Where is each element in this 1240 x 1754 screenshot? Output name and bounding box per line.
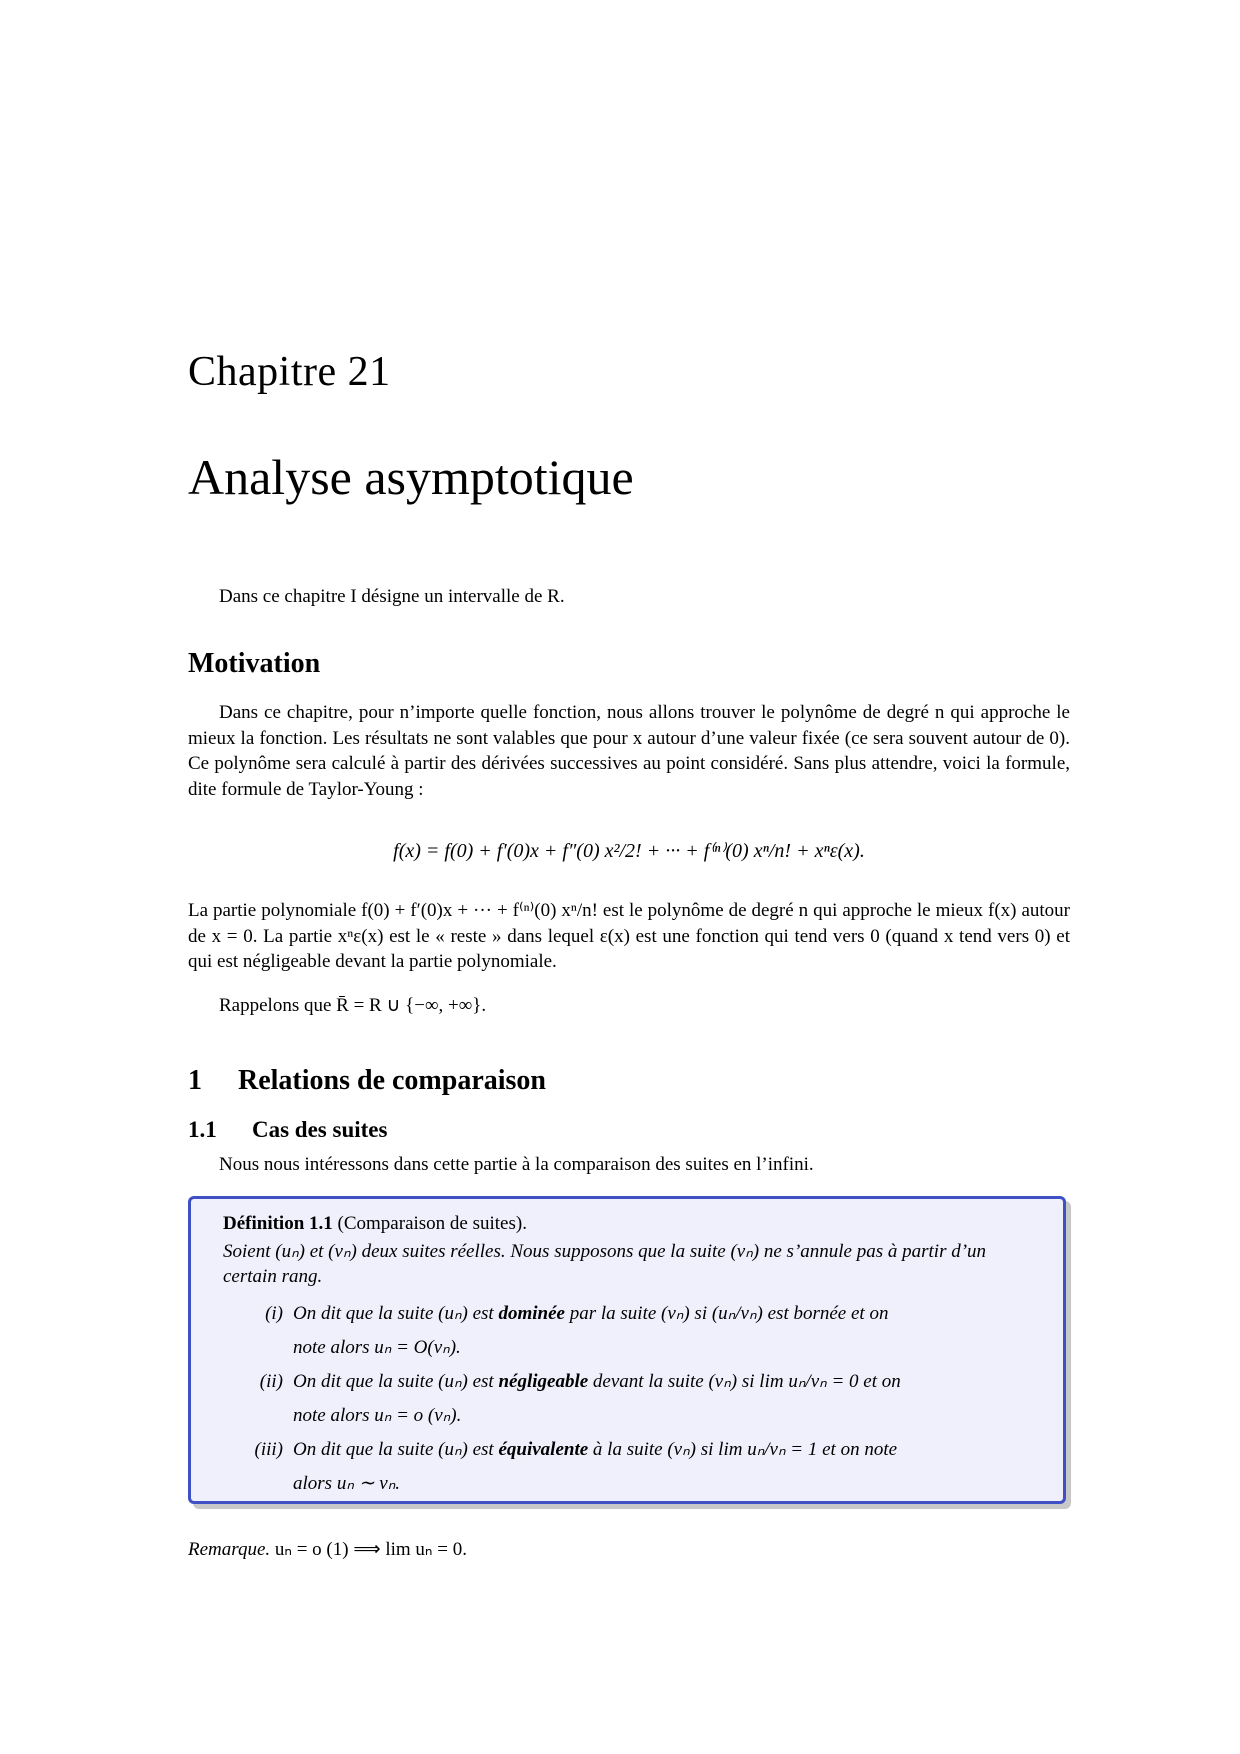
definition-item-ii [223,1365,1043,1433]
subsection-intro [188,1152,1070,1178]
remark-text: uₙ = o (1) ⟹ lim uₙ = 0. [274,1539,467,1560]
definition-item-iii [223,1433,1043,1501]
item-label: (iii) [254,1439,283,1460]
item-text: On dit que la suite (uₙ) est [293,1371,499,1392]
definition-box [188,1196,1066,1504]
item-text: à la suite (vₙ) si lim uₙ/vₙ = 1 et on note [588,1439,898,1460]
subsection-intro-text: Nous nous intéressons dans cette partie à la comparaison des suites en l’infini. [219,1154,814,1175]
motivation-heading: Motivation [188,648,321,679]
remark-label: Remarque. [188,1539,271,1560]
subsection-number: 1.1 [188,1117,217,1142]
section-number: 1 [188,1065,202,1096]
item-text: On dit que la suite (uₙ) est [293,1303,499,1324]
recall-text: Rappelons que R̄ = R ∪ {−∞, +∞}. [219,995,487,1016]
item-label: (ii) [259,1371,283,1392]
document-page [188,0,1070,1754]
chapter-number: Chapitre 21 [188,349,391,395]
subsection-heading [188,1117,387,1143]
item-keyword: dominée [498,1303,565,1324]
item-line2: alors uₙ ∼ vₙ. [293,1473,401,1494]
item-line2: note alors uₙ = o (vₙ). [293,1405,462,1426]
taylor-young-formula: f(x) = f(0) + f′(0)x + f″(0) x²/2! + ··· + f⁽ⁿ⁾(0) xⁿ/n! + xⁿε(x). [393,840,865,862]
definition-name: (Comparaison de suites). [337,1213,527,1234]
recall-paragraph [188,993,1070,1019]
definition-header [223,1213,527,1235]
polynomial-part-paragraph: La partie polynomiale f(0) + f′(0)x + ··· + f⁽ⁿ⁾(0) xⁿ/n! est le polynôme de degré n qui approche le mieux f(x) autour de x = 0. La partie xⁿε(x) est le « reste » dans lequel ε(x) est une fonction qui tend vers 0 (quand x tend vers 0) et qui est négligeable devant la partie polynomiale. [188,900,1070,972]
definition-label: Définition 1.1 [223,1213,333,1234]
item-label: (i) [265,1303,283,1324]
definition-item-i [223,1297,1043,1365]
remark [188,1538,467,1561]
item-line2: note alors uₙ = O(vₙ). [293,1337,461,1358]
item-text: devant la suite (vₙ) si lim uₙ/vₙ = 0 et on [588,1371,901,1392]
item-text: On dit que la suite (uₙ) est [293,1439,499,1460]
motivation-paragraph [188,700,1070,802]
subsection-title: Cas des suites [252,1117,388,1142]
item-keyword: équivalente [498,1439,589,1460]
section-title: Relations de comparaison [238,1065,546,1096]
chapter-title: Analyse asymptotique [188,449,634,505]
definition-body: Soient (uₙ) et (vₙ) deux suites réelles. Nous supposons que la suite (vₙ) ne s’annule pas à partir d’un certain rang. [223,1241,987,1287]
item-text: par la suite (vₙ) si (uₙ/vₙ) est bornée et on [564,1303,889,1324]
section-heading [188,1065,546,1097]
motivation-text: Dans ce chapitre, pour n’importe quelle fonction, nous allons trouver le polynôme de degré n qui approche le mieux la fonction. Les résultats ne sont valables que pour x autour d’une valeur fixée (ce sera souvent autour de 0). Ce polynôme sera calculé à partir des dérivées successives au point considéré. Sans plus attendre, voici la formule, dite formule de Taylor-Young : [188,702,1070,800]
item-keyword: négligeable [498,1371,589,1392]
chapter-intro: Dans ce chapitre I désigne un intervalle de R. [219,586,565,607]
